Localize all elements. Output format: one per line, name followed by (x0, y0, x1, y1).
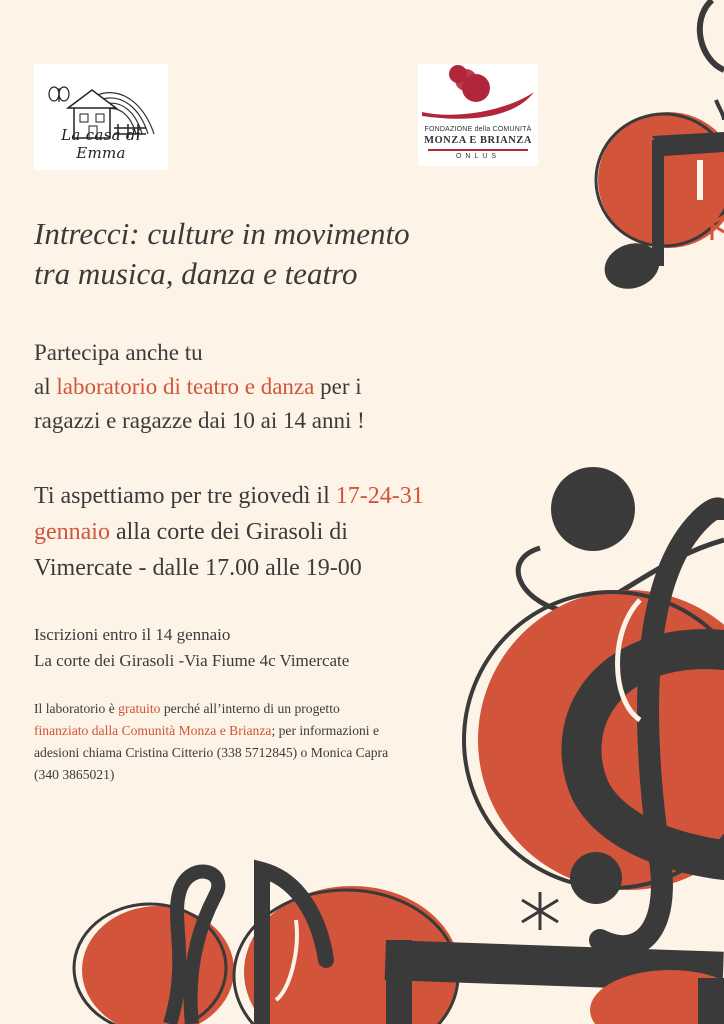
casa-emma-logo-text: La casa di Emma (61, 126, 141, 162)
top-right-notes (596, 0, 724, 296)
asterisk-icon (522, 892, 558, 930)
workshop-name-highlight: laboratorio di teatro e danza (56, 374, 315, 399)
registration-paragraph (34, 622, 474, 674)
info-line-2-suffix: ; per informazioni e (271, 723, 380, 738)
invite-line-1: Partecipa anche tu (34, 340, 203, 365)
fondazione-line1: FONDAZIONE della COMUNITÀ (424, 126, 532, 133)
funding-highlight: finanziato dalla Comunità Monza e Brianza (34, 723, 272, 738)
venue-address: La corte dei Girasoli -Via Fiume 4c Vimercate (34, 651, 350, 670)
fondazione-line3: ONLUS (455, 153, 501, 160)
dates-highlight: 17-24-31 (335, 483, 424, 509)
info-paragraph (34, 698, 454, 786)
fondazione-rule (428, 149, 528, 151)
schedule-line-2 (34, 514, 494, 550)
info-line-1-suffix: perché all’interno di un progetto (160, 701, 340, 716)
fondazione-line2: MONZA E BRIANZA (424, 135, 532, 146)
invite-line-2-prefix: al (34, 374, 57, 399)
info-line-1-prefix: Il laboratorio è (34, 701, 119, 716)
schedule-paragraph (34, 478, 494, 586)
invite-paragraph (34, 336, 474, 438)
schedule-line-1 (34, 478, 494, 514)
free-highlight: gratuito (118, 701, 161, 716)
fondazione-logo (418, 64, 538, 166)
info-line-3: adesioni chiama Cristina Citterio (338 5712845) o Monica Capra (34, 745, 389, 760)
schedule-line-3: Vimercate - dalle 17.00 alle 19-00 (34, 555, 362, 581)
note-dot-icon (551, 467, 635, 551)
registration-deadline: Iscrizioni entro il 14 gennaio (34, 625, 231, 644)
month-highlight: gennaio (34, 519, 110, 545)
info-line-2 (34, 720, 454, 742)
schedule-line-2-suffix: alla corte dei Girasoli di (109, 519, 348, 545)
invite-line-3: ragazzi e ragazze dai 10 ai 14 anni ! (34, 408, 365, 433)
title-line-1: Intrecci: culture in movimento (34, 216, 410, 251)
info-line-1 (34, 698, 454, 720)
title-line-2: tra musica, danza e teatro (34, 256, 358, 291)
schedule-line-1-prefix: Ti aspettiamo per tre giovedì il (34, 483, 336, 509)
butterfly-icon (49, 87, 69, 102)
invite-line-2 (34, 370, 474, 404)
invite-line-2-suffix: per i (314, 374, 362, 399)
casa-emma-logo (34, 64, 168, 170)
event-title (34, 214, 454, 294)
info-line-4: (340 3865021) (34, 767, 115, 782)
fondazione-emblem-icon (418, 64, 538, 124)
treble-clef-icon (464, 508, 724, 946)
